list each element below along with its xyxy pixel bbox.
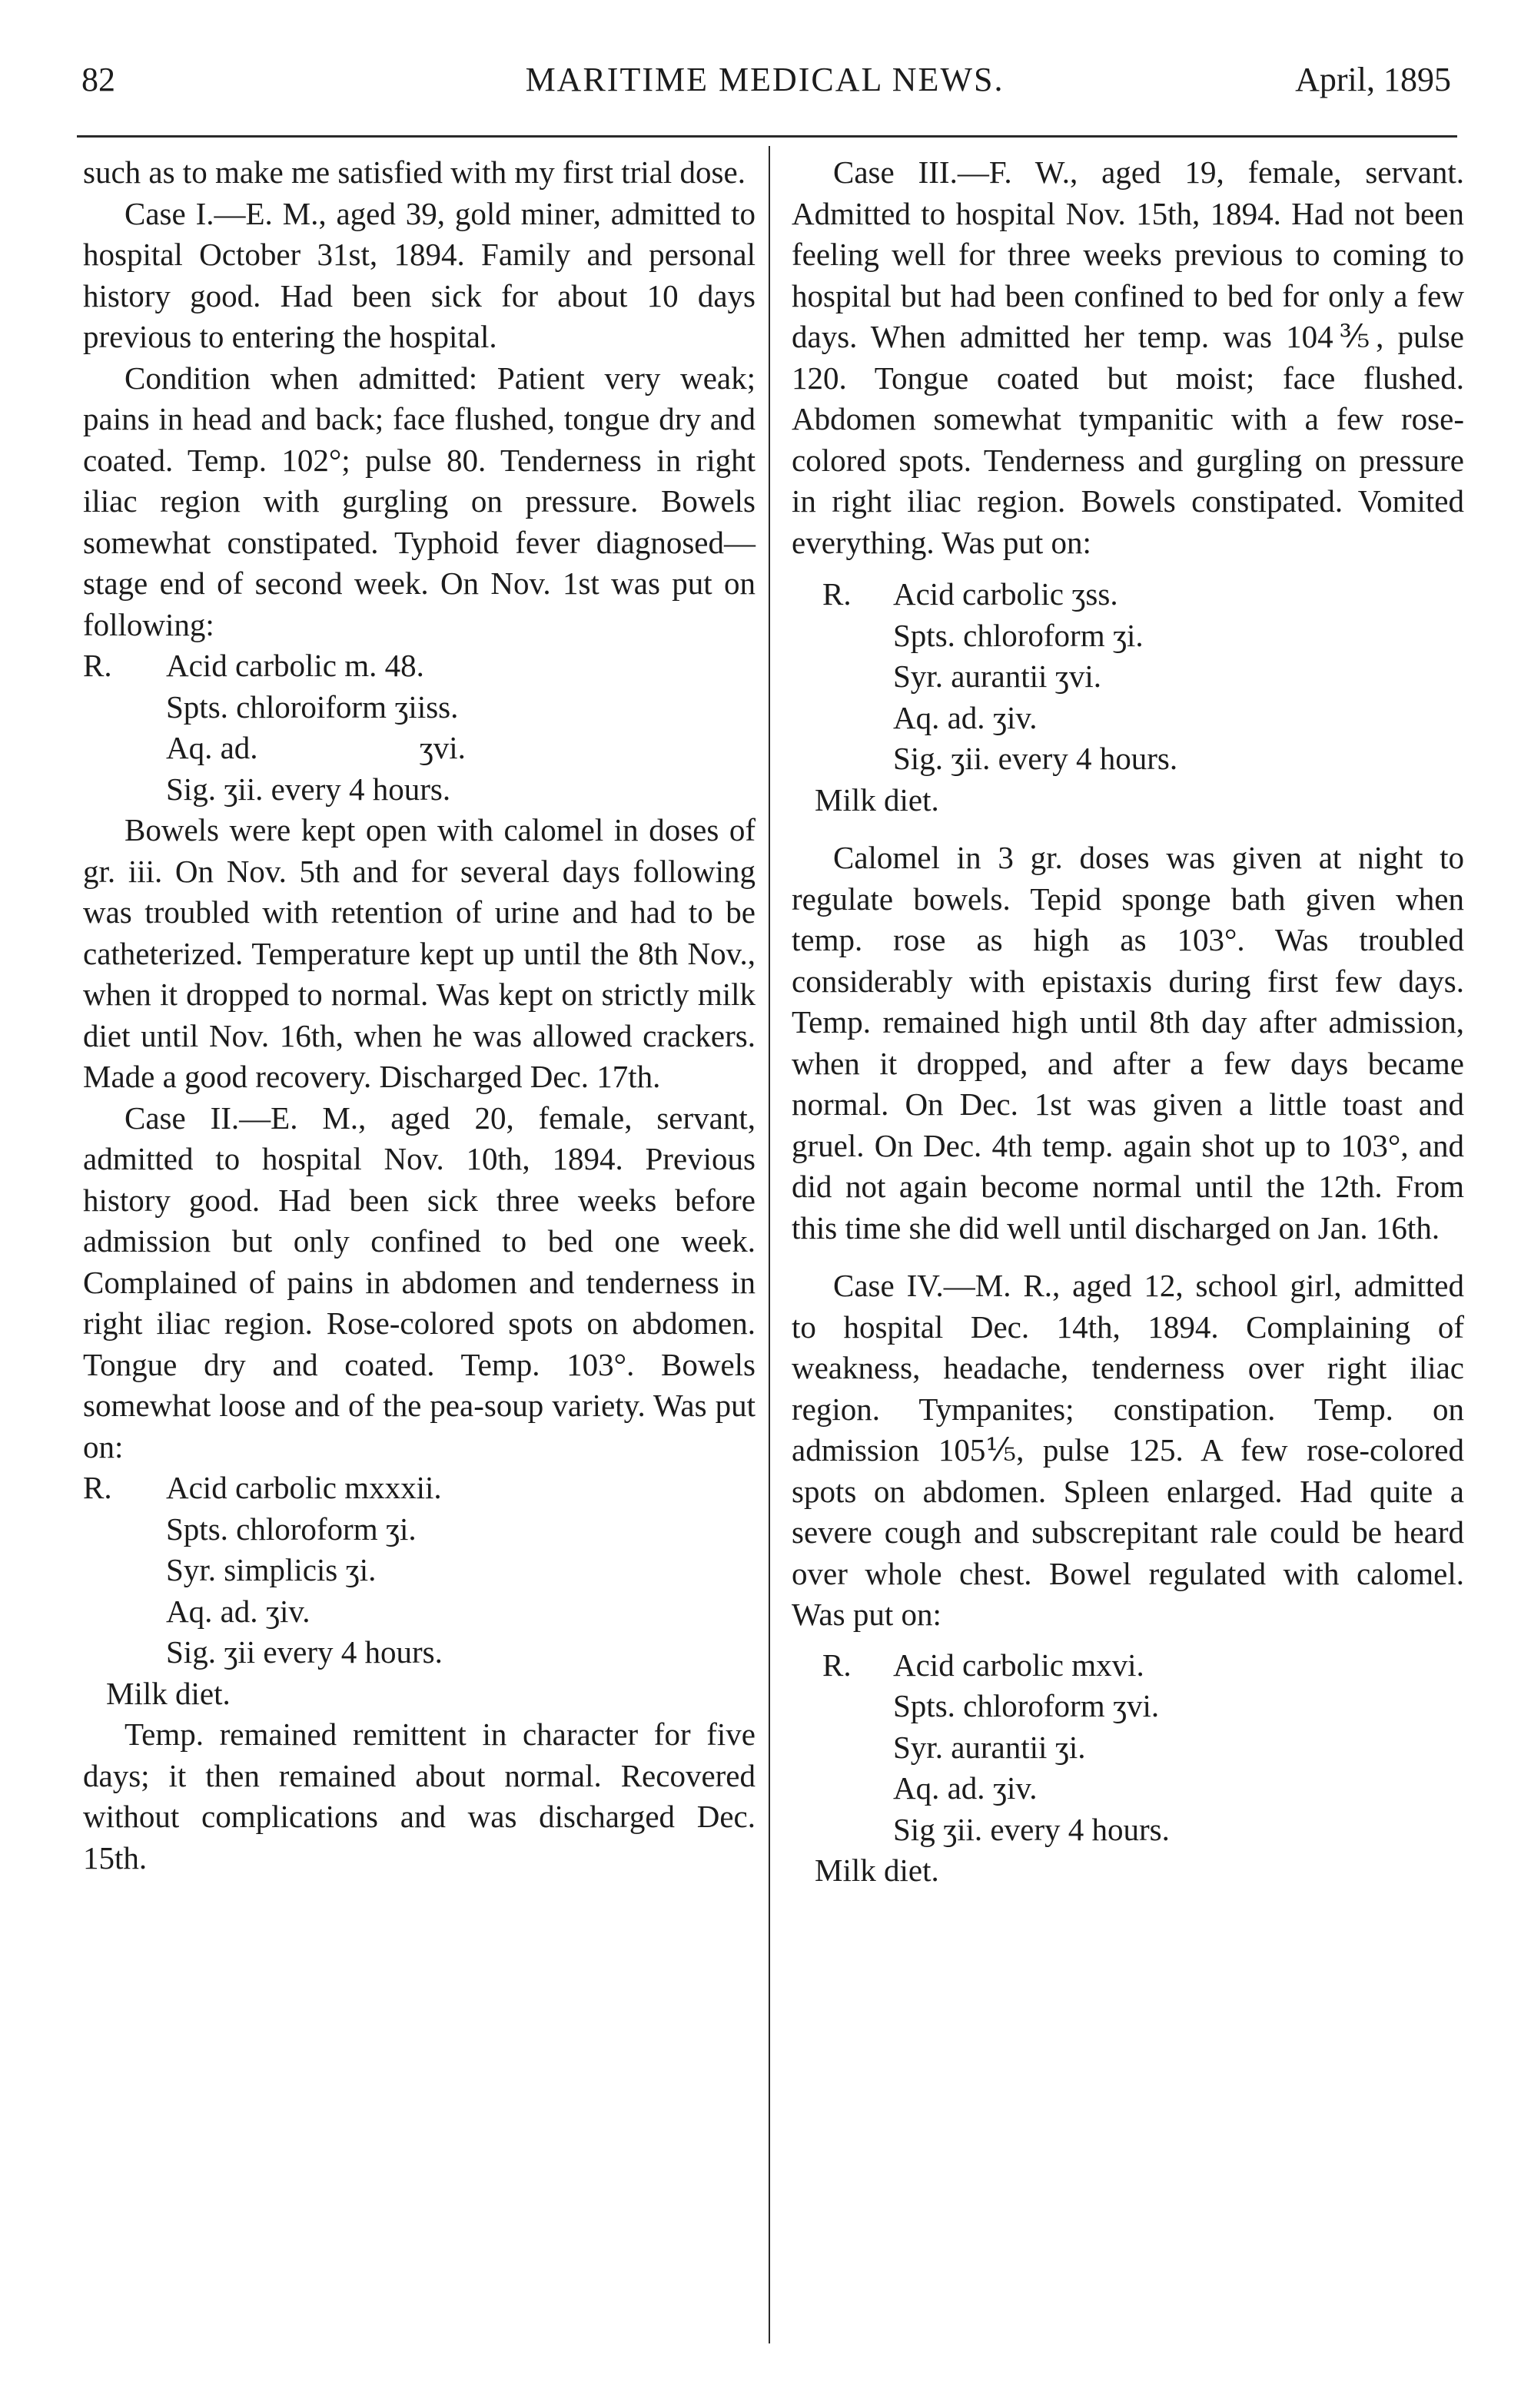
prescription-case-3: [792, 574, 1464, 780]
page-number: 82: [81, 61, 115, 98]
prescription-line: [792, 1686, 1464, 1727]
prescription-line: [83, 687, 756, 728]
prescription-line: [792, 1809, 1464, 1851]
prescription-signa: Sig. ʒii every 4 hours.: [166, 1634, 443, 1670]
prescription-case-2: [83, 1468, 756, 1673]
prescription-item: Acid carbolic mxxxii.: [166, 1470, 442, 1505]
recipe-symbol: R.: [83, 648, 112, 683]
prescription-line: [792, 1727, 1464, 1769]
prescription-line: [792, 574, 1464, 615]
case-1-condition-paragraph: Condition when admitted: Patient very weak; pains in head and back; face flushed, tongue dry and coated. Temp. 102°; pulse 80. Tenderness in right iliac region with gurgling on pressure. Bowels somewhat constipated. Typhoid fever diagnosed—stage end of second week. On Nov. 1st was put on following:: [83, 360, 756, 642]
recipe-symbol: R.: [83, 1470, 112, 1505]
prescription-item: Aq. ad. ʒiv.: [166, 1593, 311, 1629]
case-4-paragraph: Case IV.—M. R., aged 12, school girl, admitted to hospital Dec. 14th, 1894. Complaining of weakness, headache, tenderness over right iliac region. Tympanites; constipation. Temp. on admission 105⅕, pulse 125. A few rose-colored spots on abdomen. Spleen enlarged. Had quite a severe cough and subscrepitant rale could be heard over whole chest. Bowel regulated with calomel. Was put on:: [792, 1268, 1464, 1632]
prescription-signa: Sig ʒii. every 4 hours.: [893, 1811, 1170, 1847]
diet-note: Milk diet.: [815, 1852, 939, 1888]
diet-note: Milk diet.: [106, 1675, 231, 1711]
prescription-case-4: [792, 1645, 1464, 1851]
prescription-case-1: [83, 645, 756, 810]
prescription-item: Syr. aurantii ʒvi.: [893, 658, 1102, 694]
prescription-item: Spts. chloroform ʒi.: [893, 617, 1144, 653]
prescription-item: Acid carbolic m. 48.: [166, 648, 424, 683]
prescription-item: Spts. chloroiform ʒiiss.: [166, 688, 459, 725]
paragraph-continuation: such as to make me satisfied with my first trial dose.: [83, 154, 746, 190]
prescription-item: Acid carbolic ʒss.: [893, 576, 1118, 612]
prescription-item: Spts. chloroform ʒvi.: [893, 1688, 1160, 1723]
prescription-line: [83, 728, 756, 769]
case-3-course-paragraph: Calomel in 3 gr. doses was given at night to regulate bowels. Tepid sponge bath given when temp. rose as high as 103°. Was troubled considerably with epistaxis during first few days. Temp. remained high until 8th day after admission, when it dropped, and after a few days became normal. On Dec. 1st was given a little toast and gruel. On Dec. 4th temp. again shot up to 103°, and did not again become normal until the 12th. From this time she did well until discharged on Jan. 16th.: [792, 840, 1464, 1245]
case-1-course-paragraph: Bowels were kept open with calomel in doses of gr. iii. On Nov. 5th and for several days following was troubled with retention of urine and had to be catheterized. Temperature kept up until the 8th Nov., when it dropped to normal. Was kept on strictly milk diet until Nov. 16th, when he was allowed crackers. Made a good recovery. Discharged Dec. 17th.: [83, 812, 756, 1094]
prescription-item: Acid carbolic mxvi.: [893, 1647, 1144, 1683]
column-divider: [769, 146, 770, 2343]
prescription-line: [83, 1468, 756, 1509]
case-2-course-paragraph: Temp. remained remittent in character for five days; it then remained about normal. Recovered without complications and was discharged Dec. 15th.: [83, 1716, 756, 1876]
case-1-paragraph: Case I.—E. M., aged 39, gold miner, admitted to hospital October 31st, 1894. Family and personal history good. Had been sick for about 10 days previous to entering the hospital.: [83, 195, 756, 354]
prescription-item: Aq. ad. ʒiv.: [893, 699, 1038, 735]
prescription-signa: Sig. ʒii. every 4 hours.: [166, 771, 451, 807]
prescription-item: Aq. ad.: [166, 730, 258, 765]
prescription-line: [792, 1645, 1464, 1687]
right-column: [792, 152, 1464, 1892]
prescription-item: Aq. ad. ʒiv.: [893, 1770, 1038, 1806]
prescription-amount: ʒvi.: [419, 730, 466, 765]
recipe-symbol: R.: [822, 576, 852, 612]
running-header: [77, 60, 1453, 114]
prescription-line: [83, 769, 756, 811]
issue-date: April, 1895: [1295, 61, 1451, 98]
recipe-symbol: R.: [822, 1647, 852, 1683]
prescription-item: Syr. aurantii ʒi.: [893, 1729, 1086, 1765]
prescription-line: [792, 656, 1464, 698]
case-3-paragraph: Case III.—F. W., aged 19, female, servant. Admitted to hospital Nov. 15th, 1894. Had not been feeling well for three weeks previous to coming to hospital but had been confined to bed for only a few days. When admitted her temp. was 104⅗, pulse 120. Tongue coated but moist; face flushed. Abdomen somewhat tympanitic with a few rose-colored spots. Tenderness and gurgling on pressure in right iliac region. Bowels constipated. Vomited everything. Was put on:: [792, 154, 1464, 560]
journal-title: MARITIME MEDICAL NEWS.: [525, 61, 1005, 98]
prescription-line: [792, 698, 1464, 739]
prescription-line: [792, 615, 1464, 657]
prescription-line: [792, 1768, 1464, 1809]
prescription-line: [83, 1550, 756, 1591]
left-column: [83, 152, 756, 1879]
prescription-item: Spts. chloroform ʒi.: [166, 1511, 417, 1547]
header-rule: [77, 135, 1457, 138]
prescription-line: [83, 1591, 756, 1633]
prescription-line: [83, 1509, 756, 1551]
case-2-paragraph: Case II.—E. M., aged 20, female, servant, admitted to hospital Nov. 10th, 1894. Previous history good. Had been sick three weeks before admission but only confined to bed one week. Complained of pains in abdomen and tenderness in right iliac region. Rose-colored spots on abdomen. Tongue dry and coated. Temp. 103°. Bowels somewhat loose and of the pea-soup variety. Was put on:: [83, 1100, 756, 1464]
prescription-line: [792, 738, 1464, 780]
diet-note: Milk diet.: [815, 781, 939, 818]
prescription-signa: Sig. ʒii. every 4 hours.: [893, 741, 1178, 776]
prescription-line: [83, 645, 756, 687]
prescription-line: [83, 1632, 756, 1673]
prescription-item: Syr. simplicis ʒi.: [166, 1552, 377, 1587]
